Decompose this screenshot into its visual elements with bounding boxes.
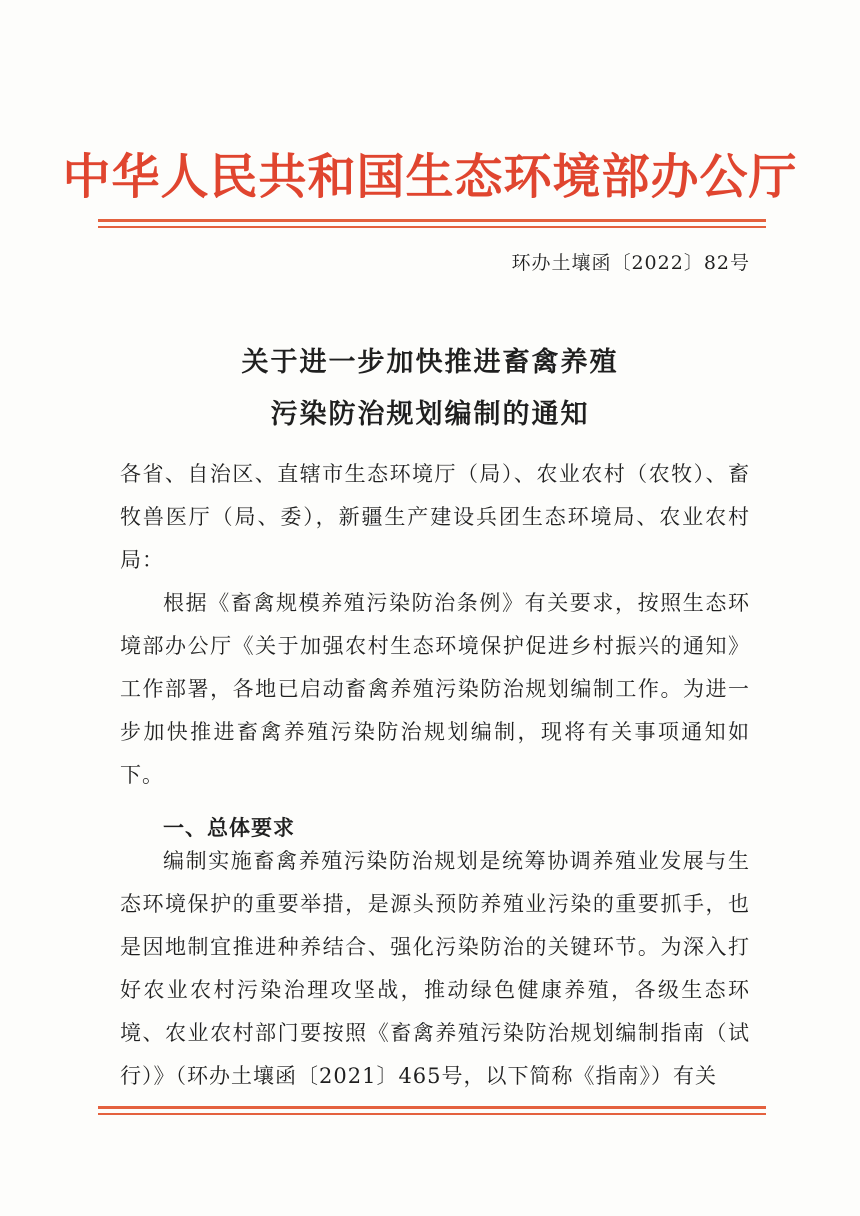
red-rule-top-thin <box>98 226 766 228</box>
red-rule-bottom-thin <box>98 1113 766 1115</box>
document-title-line-1: 关于进一步加快推进畜禽养殖 <box>241 347 619 378</box>
document-number: 环办土壤函〔2022〕82号 <box>511 252 750 274</box>
addressee-list: 各省、自治区、直辖市生态环境厅（局）、农业农村（农牧）、畜牧兽医厅（局、委），新疆生产建设兵团生态环境局、农业农村局： <box>120 462 750 572</box>
body-paragraph-1: 根据《畜禽规模养殖污染防治条例》有关要求，按照生态环境部办公厅《关于加强农村生态环境保护促进乡村振兴的通知》工作部署，各地已启动畜禽养殖污染防治规划编制工作。为进一步加快推进畜禽养殖污染防治规划编制，现将有关事项通知如下。 <box>120 591 750 787</box>
issuer-masthead: 中华人民共和国生态环境部办公厅 <box>62 149 798 205</box>
body-paragraph-2: 编制实施畜禽养殖污染防治规划是统筹协调养殖业发展与生态环境保护的重要举措，是源头预防养殖业污染的重要抓手，也是因地制宜推进种养结合、强化污染防治的关键环节。为深入打好农业农村污染治理攻坚战，推动绿色健康养殖，各级生态环境、农业农村部门要按照《畜禽养殖污染防治规划编制指南（试行）》（环办土壤函〔2021〕465号，以下简称《指南》）有关 <box>120 849 750 1088</box>
section-heading-general-requirements: 一、总体要求 <box>163 816 295 840</box>
document-title-line-2: 污染防治规划编制的通知 <box>270 399 590 430</box>
red-rule-top <box>98 219 766 222</box>
red-rule-bottom <box>98 1106 766 1109</box>
